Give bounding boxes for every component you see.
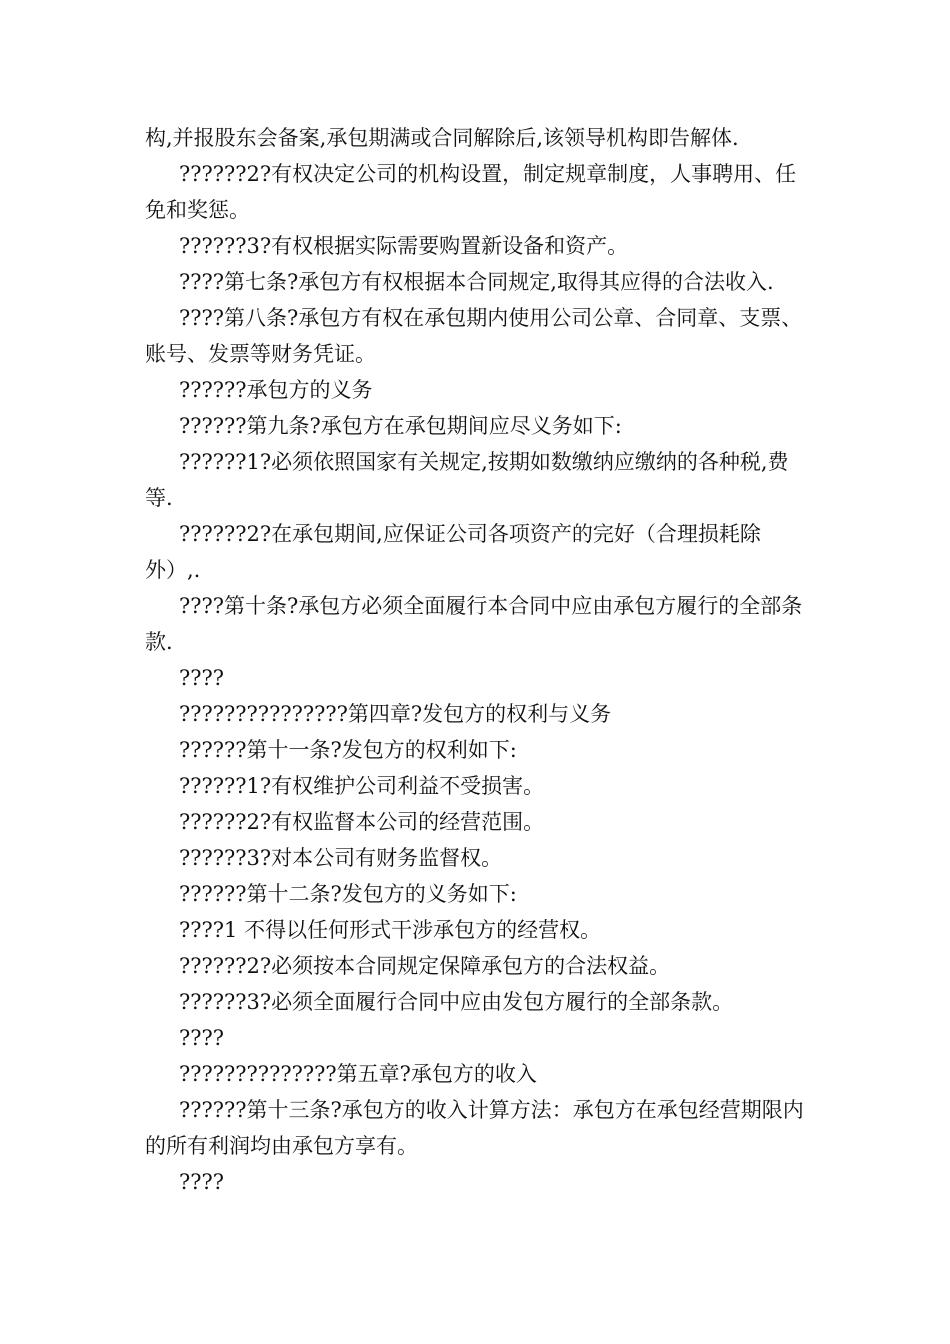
paragraph: ??????2?必须按本合同规定保障承包方的合法权益。 bbox=[179, 954, 671, 978]
document-body bbox=[145, 120, 815, 1200]
paragraph: 构,并报股东会备案,承包期满或合同解除后,该领导机构即告解体. bbox=[145, 126, 739, 150]
paragraph: ???? bbox=[179, 666, 225, 690]
paragraph: ??????第十二条?发包方的义务如下: bbox=[179, 882, 517, 906]
paragraph: ??????3?必须全面履行合同中应由发包方履行的全部条款。 bbox=[179, 990, 734, 1014]
paragraph: ??????3?有权根据实际需要购置新设备和资产。 bbox=[179, 234, 629, 258]
paragraph: ??????第九条?承包方在承包期间应尽义务如下: bbox=[179, 414, 622, 438]
paragraph: ??????第十一条?发包方的权利如下: bbox=[179, 738, 517, 762]
paragraph: ??????3?对本公司有财务监督权。 bbox=[179, 846, 503, 870]
paragraph: ????第十条?承包方必须全面履行本合同中应由承包方履行的全部条款. bbox=[145, 594, 803, 654]
paragraph: ???????????????第四章?发包方的权利与义务 bbox=[179, 702, 612, 726]
paragraph: ??????2?在承包期间,应保证公司各项资产的完好（合理损耗除外）,. bbox=[145, 522, 761, 582]
paragraph: ??????承包方的义务 bbox=[179, 378, 373, 402]
paragraph: ??????1?必须依照国家有关规定,按期如数缴纳应缴纳的各种税,费等. bbox=[145, 450, 789, 510]
paragraph: ????第八条?承包方有权在承包期内使用公司公章、合同章、支票、账号、发票等财务凭证。 bbox=[145, 306, 803, 366]
paragraph: ????第七条?承包方有权根据本合同规定,取得其应得的合法收入. bbox=[179, 270, 774, 294]
paragraph: ??????2?有权决定公司的机构设置，制定规章制度，人事聘用、任免和奖惩。 bbox=[145, 162, 797, 222]
paragraph: ????1 不得以任何形式干涉承包方的经营权。 bbox=[179, 918, 602, 942]
paragraph: ??????1?有权维护公司利益不受损害。 bbox=[179, 774, 545, 798]
paragraph: ??????第十三条?承包方的收入计算方法：承包方在承包经营期限内的所有利润均由承包方享有。 bbox=[145, 1098, 804, 1158]
paragraph: ???? bbox=[179, 1170, 225, 1194]
paragraph: ??????????????第五章?承包方的收入 bbox=[179, 1062, 537, 1086]
paragraph: ??????2?有权监督本公司的经营范围。 bbox=[179, 810, 545, 834]
paragraph: ???? bbox=[179, 1026, 225, 1050]
